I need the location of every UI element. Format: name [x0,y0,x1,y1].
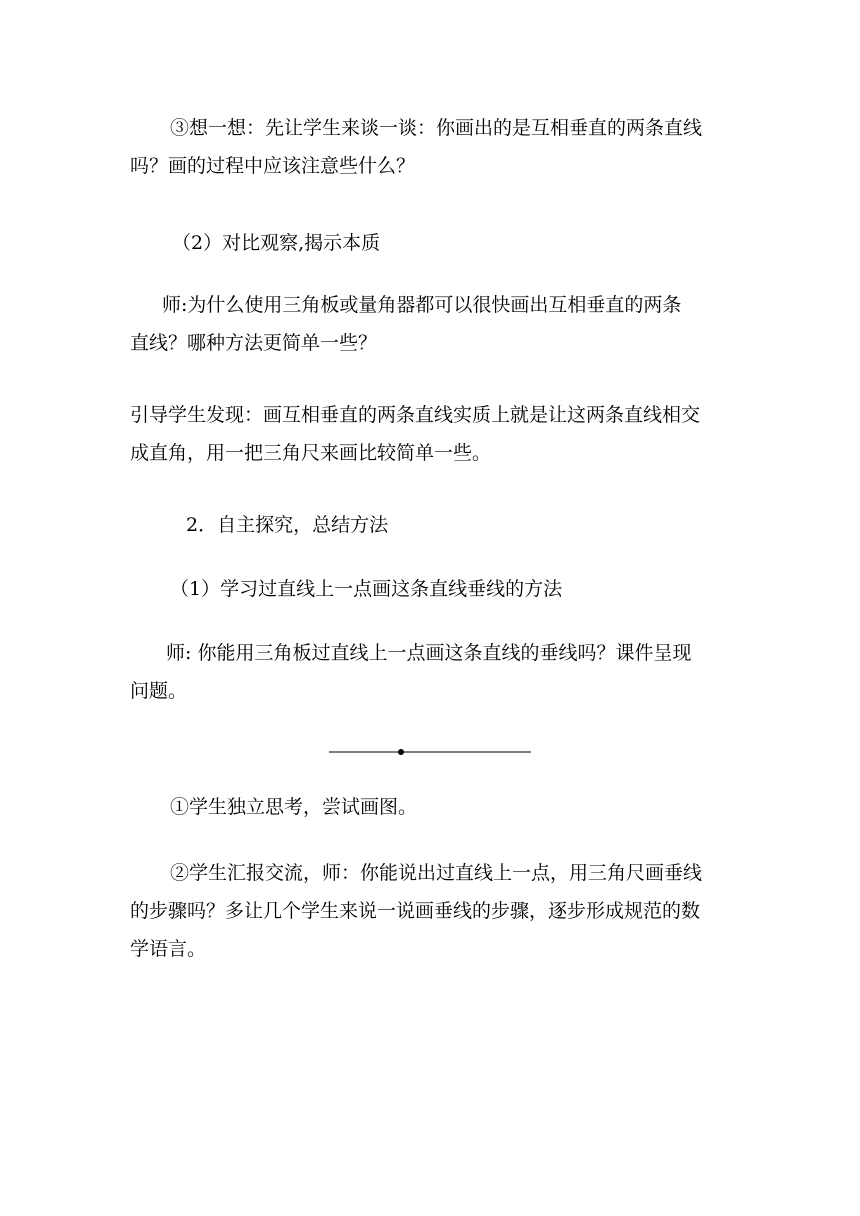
paragraph-line: 师:为什么使用三角板或量角器都可以很快画出互相垂直的两条 [162,294,682,316]
line-with-point-figure [328,740,532,764]
point-on-line [398,749,404,755]
paragraph-line: ③想一想：先让学生来谈一谈：你画出的是互相垂直的两条直线 [170,117,703,139]
paragraph-line: 问题。 [130,680,188,702]
paragraph-line: 吗？画的过程中应该注意些什么？ [130,155,416,177]
heading-text: （2）对比观察,揭示本质 [172,232,381,254]
paragraph-teacher-question [130,286,734,362]
heading-text: （1）学习过直线上一点画这条直线垂线的方法 [170,578,563,600]
paragraph-think [130,109,734,185]
paragraph-line: 的步骤吗？多让几个学生来说一说画垂线的步骤，逐步形成规范的数 [130,900,701,922]
paragraph-line: 学语言。 [130,938,207,960]
heading-text: 2．自主探究，总结方法 [186,514,389,536]
paragraph-step2 [130,854,734,968]
paragraph-line: ①学生独立思考，尝试画图。 [170,796,418,818]
paragraph-line: 师: 你能用三角板过直线上一点画这条直线的垂线吗？课件呈现 [166,642,692,664]
section-heading-compare [130,224,734,262]
line-figure-svg [328,740,532,764]
paragraph-teacher-task [130,634,734,710]
section-heading-explore [130,506,734,544]
paragraph-line: 直线？哪种方法更简单一些？ [130,332,378,354]
paragraph-guide [130,396,734,472]
paragraph-line: 引导学生发现：画互相垂直的两条直线实质上就是让这两条直线相交 [130,404,701,426]
subheading-method [130,570,734,608]
paragraph-line: ②学生汇报交流，师：你能说出过直线上一点，用三角尺画垂线 [170,862,703,884]
paragraph-line: 成直角，用一把三角尺来画比较简单一些。 [130,442,492,464]
paragraph-step1 [130,788,734,826]
